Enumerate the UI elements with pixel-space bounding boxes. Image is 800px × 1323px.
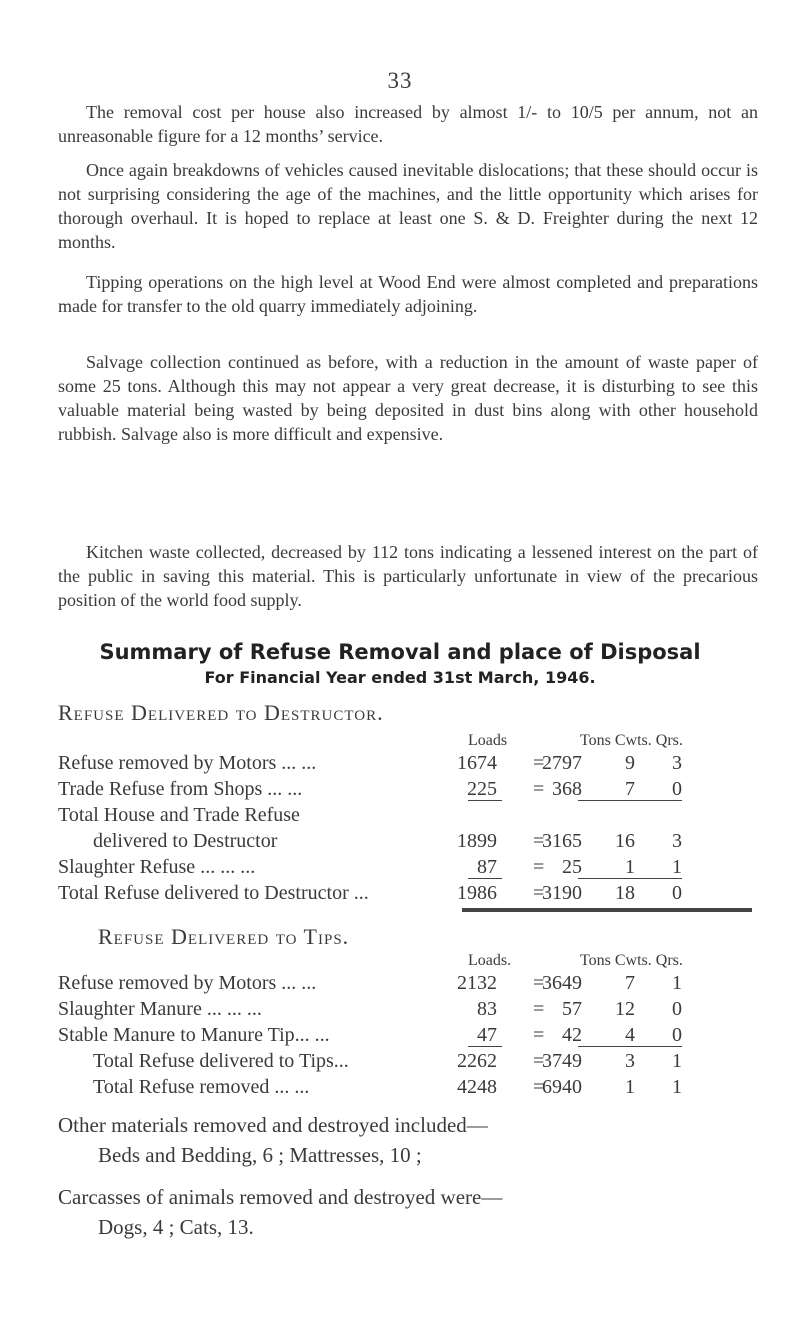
row-label: Total Refuse removed ... ...: [93, 1076, 310, 1098]
tips-heading: Refuse Delivered to Tips.: [98, 924, 350, 949]
table-row: [0, 828, 800, 854]
row-equals: =: [533, 830, 545, 852]
row-loads: 83: [477, 998, 497, 1020]
row-label: Refuse removed by Motors ... ...: [58, 972, 317, 994]
note-beds: Beds and Bedding, 6 ; Mattresses, 10 ;: [98, 1143, 422, 1167]
row-cwts: 4: [625, 1024, 635, 1046]
paragraph-kitchen-waste: Kitchen waste collected, decreased by 112 tons indicating a lessened interest on the part of the public in saving this material. This is particularly unfortunate in view of the precarious position of the world food supply.: [58, 542, 758, 610]
row-label: Slaughter Refuse ... ... ...: [58, 856, 256, 878]
row-equals: =: [533, 752, 545, 774]
table-row: [0, 1022, 800, 1048]
row-qrs: 1: [672, 856, 682, 878]
row-tons: 57: [562, 998, 582, 1020]
row-label: Stable Manure to Manure Tip... ...: [58, 1024, 330, 1046]
page-number: 33: [387, 68, 413, 93]
row-cwts: 3: [625, 1050, 635, 1072]
row-cwts: 7: [625, 972, 635, 994]
row-loads: 87: [477, 856, 497, 878]
table-row: [0, 750, 800, 776]
note-carcasses: Carcasses of animals removed and destroyed were—: [58, 1185, 503, 1209]
row-qrs: 1: [672, 1050, 682, 1072]
row-tons: 6940: [542, 1076, 582, 1098]
row-equals: =: [533, 1050, 545, 1072]
sum-rule: [468, 800, 502, 801]
row-equals: =: [533, 882, 545, 904]
row-label: Total Refuse delivered to Tips...: [93, 1050, 349, 1072]
row-label: Refuse removed by Motors ... ...: [58, 752, 317, 774]
row-tons: 2797: [542, 752, 582, 774]
table-row: [0, 854, 800, 880]
row-cwts: 9: [625, 752, 635, 774]
row-loads: 225: [467, 778, 497, 800]
row-equals: =: [533, 856, 545, 878]
tons-cwts-qrs-header: Tons Cwts. Qrs.: [580, 952, 683, 969]
summary-subtitle: For Financial Year ended 31st March, 1946.: [204, 668, 596, 687]
row-label: Trade Refuse from Shops ... ...: [58, 778, 303, 800]
row-loads: 2132: [457, 972, 497, 994]
row-loads: 47: [477, 1024, 497, 1046]
sum-rule: [468, 878, 502, 879]
row-cwts: 1: [625, 856, 635, 878]
row-tons: 368: [552, 778, 582, 800]
row-loads: 1986: [457, 882, 497, 904]
row-label: Total Refuse delivered to Destructor ...: [58, 882, 369, 904]
row-label: Slaughter Manure ... ... ...: [58, 998, 262, 1020]
summary-title: Summary of Refuse Removal and place of Disposal: [99, 640, 701, 664]
loads-header: Loads: [468, 732, 508, 749]
row-cwts: 16: [615, 830, 635, 852]
table-row: [0, 1048, 800, 1074]
row-qrs: 1: [672, 972, 682, 994]
row-tons: 42: [562, 1024, 582, 1046]
row-tons: 25: [562, 856, 582, 878]
sum-rule: [468, 1046, 502, 1047]
row-loads: 2262: [457, 1050, 497, 1072]
destructor-heading: Refuse Delivered to Destructor.: [58, 700, 384, 725]
table-row: [0, 970, 800, 996]
row-equals: =: [533, 998, 545, 1020]
sum-rule: [578, 800, 682, 801]
row-cwts: 12: [615, 998, 635, 1020]
table-row: [0, 1074, 800, 1100]
row-loads: 1899: [457, 830, 497, 852]
loads-header: Loads.: [468, 952, 512, 969]
row-label-continued: delivered to Destructor: [93, 830, 278, 852]
row-label: Total House and Trade Refuse: [58, 804, 300, 826]
row-qrs: 1: [672, 1076, 682, 1098]
row-qrs: 0: [672, 778, 682, 800]
sum-rule: [578, 1046, 682, 1047]
row-qrs: 0: [672, 1024, 682, 1046]
row-tons: 3749: [542, 1050, 582, 1072]
row-loads: 1674: [457, 752, 497, 774]
row-equals: =: [533, 1024, 545, 1046]
row-qrs: 0: [672, 882, 682, 904]
row-cwts: 18: [615, 882, 635, 904]
sum-rule: [578, 878, 682, 879]
table-row: [0, 996, 800, 1022]
row-qrs: 0: [672, 998, 682, 1020]
row-qrs: 3: [672, 830, 682, 852]
paragraph-breakdowns: Once again breakdowns of vehicles caused inevitable dislocations; that these should occur is not surprising considering the age of the machines, and the little opportunity which arises for thorough overhaul. It is hoped to replace at least one S. & D. Freighter during the next 12 months.: [58, 160, 758, 252]
row-loads: 4248: [457, 1076, 497, 1098]
table-row: [0, 776, 800, 802]
paragraph-salvage: Salvage collection continued as before, with a reduction in the amount of waste paper of some 25 tons. Although this may not appear a very great decrease, it is disturbing to see this valuable material being wasted by being deposited in dust bins along with other household rubbish. Salvage also is more difficult and expensive.: [58, 352, 758, 444]
row-tons: 3649: [542, 972, 582, 994]
row-equals: =: [533, 778, 545, 800]
table-row: [0, 802, 800, 828]
paragraph-tipping: Tipping operations on the high level at Wood End were almost completed and preparations made for transfer to the old quarry immediately adjoining.: [58, 272, 758, 316]
total-double-rule: [462, 908, 752, 912]
note-other-materials: Other materials removed and destroyed included—: [58, 1113, 488, 1137]
note-dogs-cats: Dogs, 4 ; Cats, 13.: [98, 1215, 254, 1239]
row-qrs: 3: [672, 752, 682, 774]
table-row: [0, 880, 800, 906]
row-tons: 3165: [542, 830, 582, 852]
row-cwts: 1: [625, 1076, 635, 1098]
row-equals: =: [533, 1076, 545, 1098]
row-equals: =: [533, 972, 545, 994]
row-cwts: 7: [625, 778, 635, 800]
row-tons: 3190: [542, 882, 582, 904]
paragraph-removal-cost: The removal cost per house also increased by almost 1/- to 10/5 per annum, not an unreasonable figure for a 12 months’ service.: [58, 102, 758, 146]
tons-cwts-qrs-header: Tons Cwts. Qrs.: [580, 732, 683, 749]
